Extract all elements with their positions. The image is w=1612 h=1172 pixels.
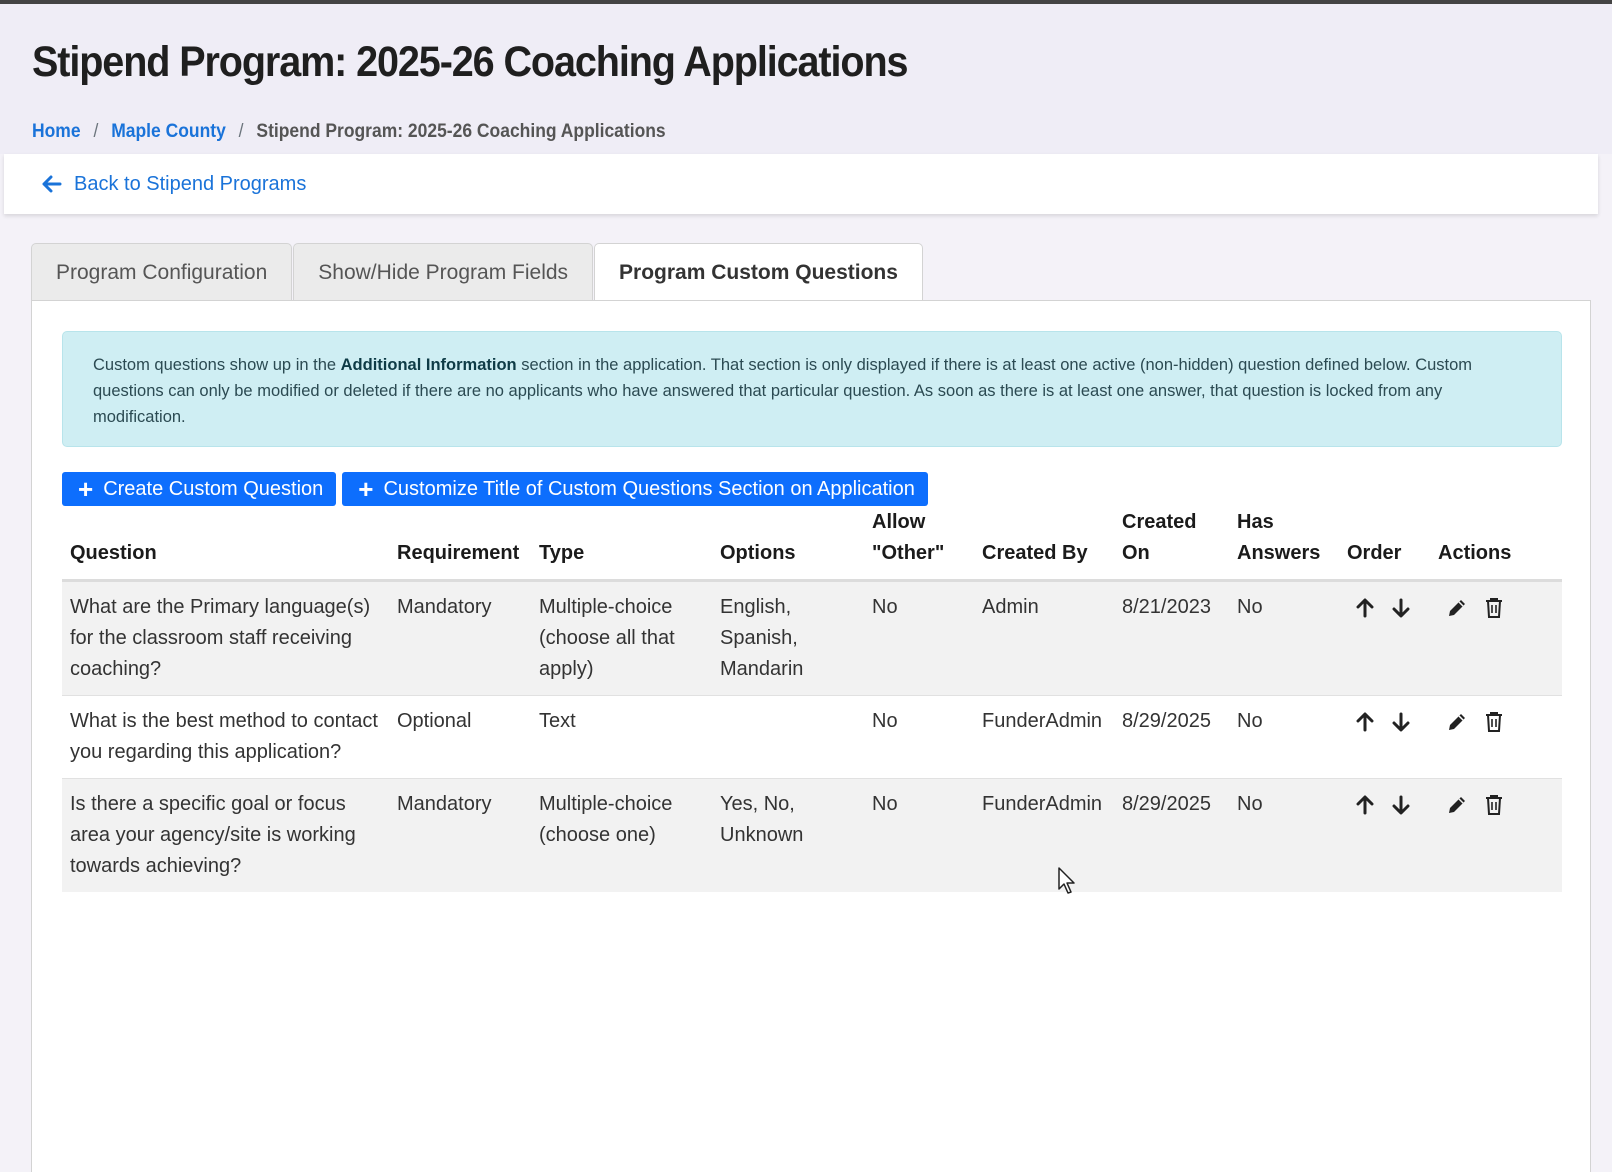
col-header-type: Type [531,507,712,581]
customize-button-label: Customize Title of Custom Questions Section on Application [383,477,915,500]
cell-order [1339,779,1430,893]
col-header-options: Options [712,507,864,581]
arrow-down-icon[interactable] [1392,795,1410,815]
breadcrumb-home[interactable]: Home [32,121,81,142]
arrow-down-icon[interactable] [1392,598,1410,618]
col-header-created-by: Created By [974,507,1114,581]
customize-title-button[interactable] [342,472,928,506]
cell-created-by: Admin [974,581,1114,696]
cell-requirement: Mandatory [389,581,531,696]
table-header-row [62,507,1562,581]
arrow-down-icon[interactable] [1392,712,1410,732]
tab-panel [31,300,1591,1172]
breadcrumb-maple-county[interactable]: Maple County [111,121,226,142]
arrow-up-icon[interactable] [1356,598,1374,618]
back-to-programs-link[interactable] [42,173,306,196]
col-header-requirement: Requirement [389,507,531,581]
col-header-created-on: Created On [1114,507,1229,581]
cell-actions [1430,779,1562,893]
pencil-icon[interactable] [1447,712,1467,732]
page-header [0,4,1612,154]
button-row [62,472,934,506]
trash-icon[interactable] [1485,711,1503,732]
cell-requirement: Mandatory [389,779,531,893]
back-link-label: Back to Stipend Programs [74,172,307,195]
arrow-left-icon [42,175,62,193]
col-header-actions: Actions [1430,507,1562,581]
tab-bar [31,243,924,302]
info-alert [62,331,1562,447]
create-button-label: Create Custom Question [103,477,324,500]
cell-allow-other: No [864,779,974,893]
page-title: Stipend Program: 2025-26 Coaching Applications [32,38,908,86]
cell-has-answers: No [1229,581,1339,696]
col-header-allow-other: Allow "Other" [864,507,974,581]
table-row [62,696,1562,779]
cell-options [712,696,864,779]
table-row [62,581,1562,696]
cell-has-answers: No [1229,696,1339,779]
cell-question: What are the Primary language(s) for the classroom staff receiving coaching? [62,581,389,696]
cell-created-by: FunderAdmin [974,779,1114,893]
cell-created-on: 8/29/2025 [1114,696,1229,779]
tab-program-configuration[interactable]: Program Configuration [31,243,292,301]
trash-icon[interactable] [1485,794,1503,815]
cell-requirement: Optional [389,696,531,779]
mouse-cursor-icon [1058,867,1078,895]
tab-custom-questions[interactable]: Program Custom Questions [594,243,923,302]
col-header-question: Question [62,507,389,581]
col-header-order: Order [1339,507,1430,581]
plus-icon: + [78,474,94,504]
back-bar [4,154,1598,214]
arrow-up-icon[interactable] [1356,795,1374,815]
breadcrumb-current: Stipend Program: 2025-26 Coaching Applications [256,121,666,142]
col-header-has-answers: Has Answers [1229,507,1339,581]
tab-show-hide-fields[interactable]: Show/Hide Program Fields [293,243,593,301]
table-row [62,779,1562,893]
cell-question: What is the best method to contact you regarding this application? [62,696,389,779]
breadcrumb-separator: / [93,121,99,142]
cell-created-on: 8/29/2025 [1114,779,1229,893]
cell-order [1339,581,1430,696]
breadcrumb-separator: / [238,121,244,142]
cell-allow-other: No [864,581,974,696]
pencil-icon[interactable] [1447,598,1467,618]
cell-type: Multiple-choice (choose all that apply) [531,581,712,696]
plus-icon: + [358,474,374,504]
info-text-1: Custom questions show up in the [93,356,341,374]
cell-type: Multiple-choice (choose one) [531,779,712,893]
cell-created-on: 8/21/2023 [1114,581,1229,696]
arrow-up-icon[interactable] [1356,712,1374,732]
cell-created-by: FunderAdmin [974,696,1114,779]
cell-order [1339,696,1430,779]
cell-options: English, Spanish, Mandarin [712,581,864,696]
cell-question: Is there a specific goal or focus area your agency/site is working towards achieving? [62,779,389,893]
info-text-2: section in the application. That section is only displayed if there is at least one active (non-hidden) question defined below. Custom questions can only be modified or deleted if there are no applicants who have answered that particular question. As soon as there is at least one answer, that question is locked from any modification. [93,356,1473,426]
cell-actions [1430,696,1562,779]
create-custom-question-button[interactable] [62,472,336,506]
pencil-icon[interactable] [1447,795,1467,815]
cell-type: Text [531,696,712,779]
trash-icon[interactable] [1485,597,1503,618]
cell-options: Yes, No, Unknown [712,779,864,893]
breadcrumb [32,121,666,143]
cell-actions [1430,581,1562,696]
cell-allow-other: No [864,696,974,779]
cell-has-answers: No [1229,779,1339,893]
custom-questions-table [62,507,1562,892]
info-text-bold: Additional Information [340,356,517,374]
